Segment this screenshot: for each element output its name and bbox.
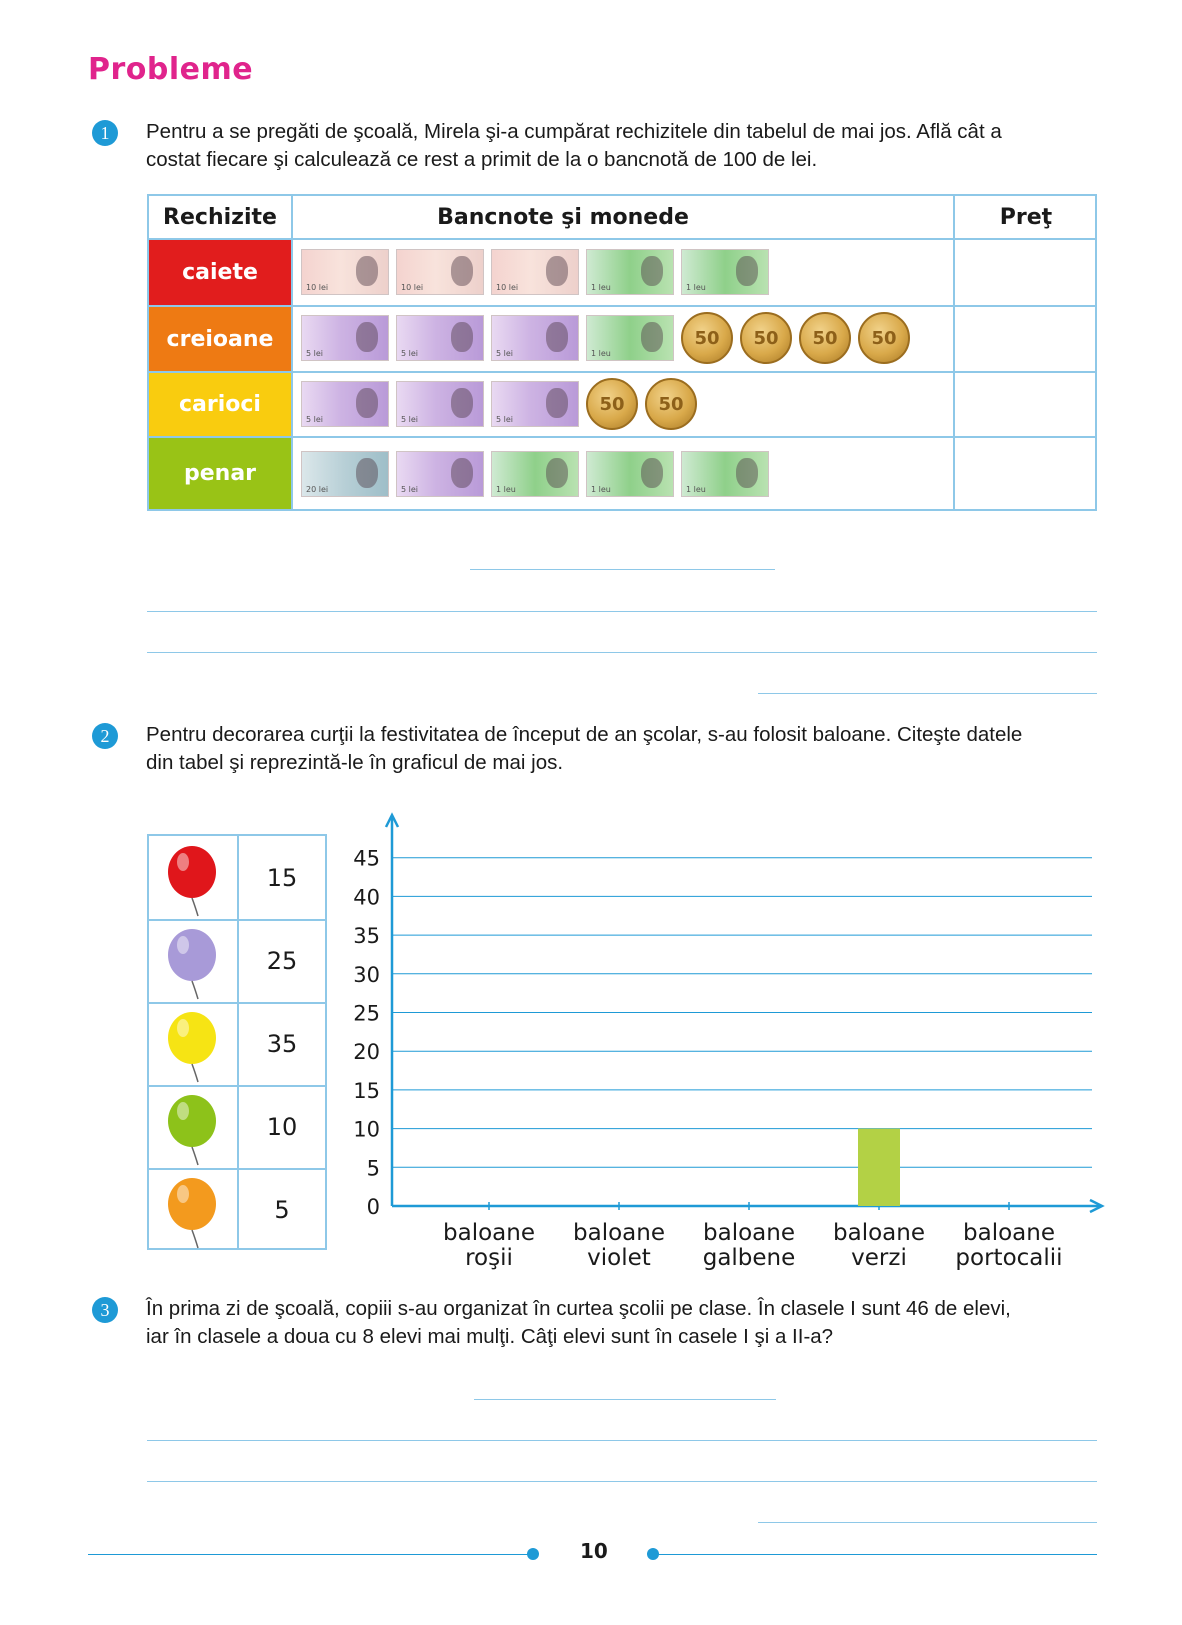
item-carioci: carioci bbox=[149, 373, 291, 436]
balloon-row-yellow bbox=[149, 1002, 325, 1085]
banknote-10-lei: 10 lei bbox=[301, 249, 389, 295]
y-tick-label: 25 bbox=[353, 1001, 380, 1026]
problem-2-number: 2 bbox=[92, 723, 118, 749]
balloon-row-orange bbox=[149, 1168, 325, 1251]
price-cell-creioane[interactable] bbox=[955, 307, 1097, 371]
problem-1-text bbox=[146, 118, 1096, 174]
y-tick-label: 0 bbox=[366, 1195, 380, 1219]
price-cell-carioci[interactable] bbox=[955, 373, 1097, 436]
banknote-5-lei: 5 lei bbox=[301, 315, 389, 361]
answer-line[interactable] bbox=[474, 1399, 776, 1400]
money-row-carioci bbox=[301, 388, 697, 424]
banknote-1-leu: 1 leu bbox=[586, 249, 674, 295]
y-tick-label: 10 bbox=[353, 1117, 380, 1142]
answer-line[interactable] bbox=[147, 652, 1097, 653]
banknote-1-leu: 1 leu bbox=[491, 451, 579, 497]
coin-50-bani: 50 bbox=[799, 312, 851, 364]
item-caiete: caiete bbox=[149, 240, 291, 305]
coin-50-bani: 50 bbox=[740, 312, 792, 364]
problem-3-number: 3 bbox=[92, 1297, 118, 1323]
red-balloon-icon bbox=[165, 844, 219, 918]
supplies-table bbox=[147, 194, 1097, 511]
page-number: 10 bbox=[580, 1539, 608, 1563]
money-row-creioane bbox=[301, 322, 910, 358]
y-tick-label: 40 bbox=[353, 885, 380, 910]
footer-dot-left bbox=[527, 1548, 539, 1560]
y-tick-label: 45 bbox=[353, 846, 380, 871]
problem-3-text bbox=[146, 1295, 1106, 1351]
coin-50-bani: 50 bbox=[586, 378, 638, 430]
x-tick-label: verzi bbox=[851, 1245, 907, 1271]
banknote-5-lei: 5 lei bbox=[396, 451, 484, 497]
balloon-table bbox=[147, 834, 327, 1250]
banknote-10-lei: 10 lei bbox=[491, 249, 579, 295]
item-penar: penar bbox=[149, 438, 291, 509]
y-tick-label: 15 bbox=[353, 1078, 380, 1103]
section-heading: Probleme bbox=[88, 52, 254, 87]
banknote-5-lei: 5 lei bbox=[491, 315, 579, 361]
price-cell-caiete[interactable] bbox=[955, 240, 1097, 305]
banknote-1-leu: 1 leu bbox=[586, 315, 674, 361]
balloon-row-green bbox=[149, 1085, 325, 1168]
green-balloon-icon bbox=[165, 1093, 219, 1167]
balloon-count-violet: 25 bbox=[266, 946, 298, 975]
balloon-count-yellow: 35 bbox=[266, 1029, 298, 1058]
price-cell-penar[interactable] bbox=[955, 438, 1097, 509]
banknote-20-lei: 20 lei bbox=[301, 451, 389, 497]
x-tick-label: violet bbox=[587, 1245, 651, 1271]
coin-50-bani: 50 bbox=[858, 312, 910, 364]
x-tick-label: baloane bbox=[573, 1220, 665, 1246]
banknote-1-leu: 1 leu bbox=[586, 451, 674, 497]
answer-line[interactable] bbox=[470, 569, 775, 570]
x-tick-label: galbene bbox=[702, 1245, 796, 1271]
footer-line-left bbox=[88, 1554, 534, 1555]
problem-1-number: 1 bbox=[92, 120, 118, 146]
problem-2-text-line-2: din tabel şi reprezintă-le în graficul de mai jos. bbox=[146, 751, 564, 774]
banknote-5-lei: 5 lei bbox=[396, 381, 484, 427]
x-tick-label: baloane bbox=[443, 1220, 535, 1246]
balloon-bar-chart[interactable] bbox=[340, 805, 1110, 1275]
money-row-caiete bbox=[301, 256, 769, 292]
balloon-count-orange: 5 bbox=[274, 1195, 290, 1224]
answer-line[interactable] bbox=[147, 1440, 1097, 1441]
money-row-penar bbox=[301, 458, 769, 494]
bar-3 bbox=[858, 1129, 900, 1206]
problem-2-text bbox=[146, 721, 1106, 777]
answer-line[interactable] bbox=[147, 611, 1097, 612]
problem-3-text-line-2: iar în clasele a doua cu 8 elevi mai mulţi. Câţi elevi sunt în casele I şi a II-a? bbox=[146, 1325, 834, 1348]
header-rechizite: Rechizite bbox=[163, 204, 277, 230]
yellow-balloon-icon bbox=[165, 1010, 219, 1084]
banknote-10-lei: 10 lei bbox=[396, 249, 484, 295]
x-tick-label: baloane bbox=[963, 1220, 1055, 1246]
y-tick-label: 20 bbox=[353, 1040, 380, 1065]
coin-50-bani: 50 bbox=[645, 378, 697, 430]
balloon-row-violet bbox=[149, 919, 325, 1002]
balloon-count-green: 10 bbox=[266, 1112, 298, 1141]
item-creioane: creioane bbox=[149, 307, 291, 371]
header-bancnote: Bancnote şi monede bbox=[437, 204, 689, 230]
x-tick-label: roşii bbox=[465, 1245, 513, 1271]
answer-line[interactable] bbox=[758, 693, 1097, 694]
header-pret: Preţ bbox=[999, 204, 1053, 230]
y-tick-label: 35 bbox=[353, 924, 380, 949]
footer-line-right bbox=[656, 1554, 1097, 1555]
problem-1-text-line-1: Pentru a se pregăti de şcoală, Mirela şi-a cumpărat rechizitele din tabelul de mai jos. Află cât a bbox=[146, 120, 1002, 143]
problem-2-text-line-1: Pentru decorarea curţii la festivitatea de început de an şcolar, s-au folosit baloane. Citeşte datele bbox=[146, 723, 1023, 746]
y-tick-label: 5 bbox=[366, 1156, 380, 1181]
answer-line[interactable] bbox=[147, 1481, 1097, 1482]
answer-line[interactable] bbox=[758, 1522, 1097, 1523]
x-tick-label: baloane bbox=[703, 1220, 795, 1246]
x-tick-label: portocalii bbox=[955, 1245, 1063, 1271]
banknote-5-lei: 5 lei bbox=[301, 381, 389, 427]
violet-balloon-icon bbox=[165, 927, 219, 1001]
banknote-5-lei: 5 lei bbox=[491, 381, 579, 427]
banknote-5-lei: 5 lei bbox=[396, 315, 484, 361]
coin-50-bani: 50 bbox=[681, 312, 733, 364]
problem-3-text-line-1: În prima zi de şcoală, copiii s-au organizat în curtea şcolii pe clase. În clasele I sunt 46 de elevi, bbox=[146, 1297, 1011, 1320]
balloon-row-red bbox=[149, 836, 325, 919]
banknote-1-leu: 1 leu bbox=[681, 451, 769, 497]
x-tick-label: baloane bbox=[833, 1220, 925, 1246]
orange-balloon-icon bbox=[165, 1176, 219, 1250]
banknote-1-leu: 1 leu bbox=[681, 249, 769, 295]
problem-1-text-line-2: costat fiecare şi calculează ce rest a primit de la o bancnotă de 100 de lei. bbox=[146, 148, 818, 171]
balloon-count-red: 15 bbox=[266, 863, 298, 892]
y-tick-label: 30 bbox=[353, 962, 380, 987]
